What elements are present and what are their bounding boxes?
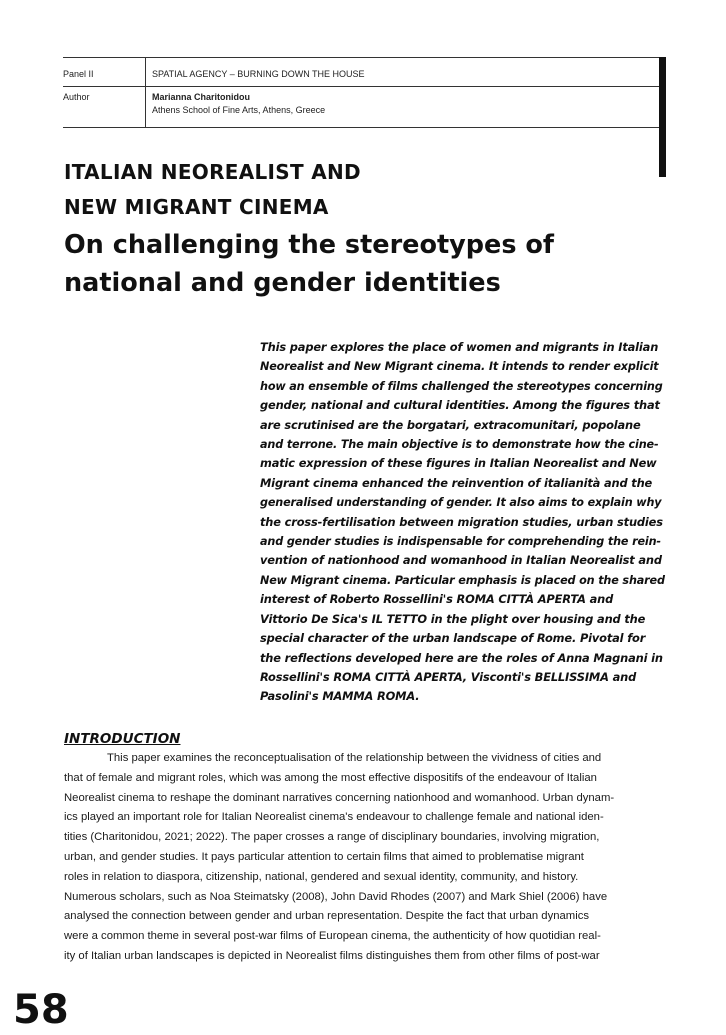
abstract-line: Neorealist and New Migrant cinema. It intends to render explicit — [260, 360, 659, 374]
author-row — [63, 86, 661, 128]
body-line: tities (Charitonidou, 2021; 2022). The paper crosses a range of disciplinary boundaries, involving migration, — [64, 831, 600, 844]
abstract-line: and gender studies is indispensable for comprehending the rein- — [260, 535, 661, 549]
panel-label: Panel II — [63, 69, 94, 79]
body-line: ity of Italian urban landscapes is depicted in Neorealist films distinguishes them from other films of post-war — [64, 949, 600, 962]
body-line: Numerous scholars, such as Noa Steimatsky (2008), John David Rhodes (2007) and Mark Shiel (2006) have — [64, 890, 608, 903]
abstract-line: are scrutinised are the borgatari, extracomunitari, popolane — [260, 417, 641, 432]
body-line: This paper examines the reconceptualisation of the relationship between the vividness of cities and — [107, 752, 602, 764]
abstract-line: the reflections developed here are the roles of Anna Magnani in — [260, 650, 663, 665]
abstract-line: matic expression of these figures in Italian Neorealist and New — [260, 456, 657, 471]
abstract-line: New Migrant cinema. Particular emphasis is placed on the shared — [260, 573, 665, 587]
author-name: Marianna Charitonidou — [152, 92, 251, 102]
introduction-body — [64, 749, 662, 967]
author-affiliation: Athens School of Fine Arts, Athens, Greece — [152, 105, 326, 115]
paper-title-line: On challenging the stereotypes of — [64, 230, 554, 260]
section-title-line: NEW MIGRANT CINEMA — [64, 195, 329, 219]
header-table — [63, 57, 661, 128]
abstract-line: vention of nationhood and womanhood in Italian Neorealist and — [260, 553, 662, 568]
body-line: roles in relation to diaspora, citizenship, national, gendered and sexual identity, community, and history. — [64, 870, 579, 883]
panel-row — [63, 57, 661, 86]
abstract-line: special character of the urban landscape of Rome. Pivotal for — [260, 631, 646, 646]
abstract-line: Vittorio De Sica's IL TETTO in the plight over housing and the — [260, 611, 646, 626]
side-marker-bar — [659, 57, 666, 177]
introduction-heading: INTRODUCTION — [64, 731, 181, 747]
body-line: Neorealist cinema to reshape the dominant narratives concerning nationhood and womanhood. Urban dynam- — [64, 791, 615, 804]
abstract-line: gender, national and cultural identities. Among the figures that — [260, 398, 660, 413]
page-number: 58 — [13, 987, 69, 1033]
abstract-line: This paper explores the place of women and migrants in Italian — [260, 340, 659, 354]
abstract-line: generalised understanding of gender. It also aims to explain why — [260, 496, 662, 510]
abstract-line: the cross-fertilisation between migration studies, urban studies — [260, 514, 663, 529]
body-line: that of female and migrant roles, which was among the most effective dispositifs of the endeavour of Italian — [64, 771, 597, 784]
panel-value: SPATIAL AGENCY – BURNING DOWN THE HOUSE — [145, 58, 661, 86]
abstract-line: how an ensemble of films challenged the stereotypes concerning — [260, 379, 663, 393]
paper-title-line: national and gender identities — [64, 268, 501, 298]
body-line: were a common theme in several post-war films of European cinema, the authenticity of how quotidian real- — [64, 930, 601, 943]
abstract-line: interest of Roberto Rossellini's ROMA CITTÀ APERTA and — [260, 592, 614, 607]
paper-title — [64, 226, 664, 302]
author-label: Author — [63, 92, 90, 102]
section-title-line: ITALIAN NEOREALIST AND — [64, 160, 361, 184]
body-line: urban, and gender studies. It pays particular attention to certain films that aimed to problematise migrant — [64, 850, 584, 863]
body-line: analysed the connection between gender and urban representation. Despite the fact that urban dynamics — [64, 910, 590, 923]
abstract-line: Pasolini's MAMMA ROMA. — [260, 689, 420, 704]
abstract — [260, 338, 665, 707]
abstract-line: and terrone. The main objective is to demonstrate how the cine- — [260, 438, 659, 452]
body-line: ics played an important role for Italian Neorealist cinema's endeavour to challenge female and national iden- — [64, 811, 604, 824]
author-value — [145, 87, 661, 127]
abstract-line: Migrant cinema enhanced the reinvention of italianità and the — [260, 475, 653, 490]
abstract-line: Rossellini's ROMA CITTÀ APERTA, Visconti's BELLISSIMA and — [260, 669, 637, 684]
section-title — [64, 155, 361, 225]
